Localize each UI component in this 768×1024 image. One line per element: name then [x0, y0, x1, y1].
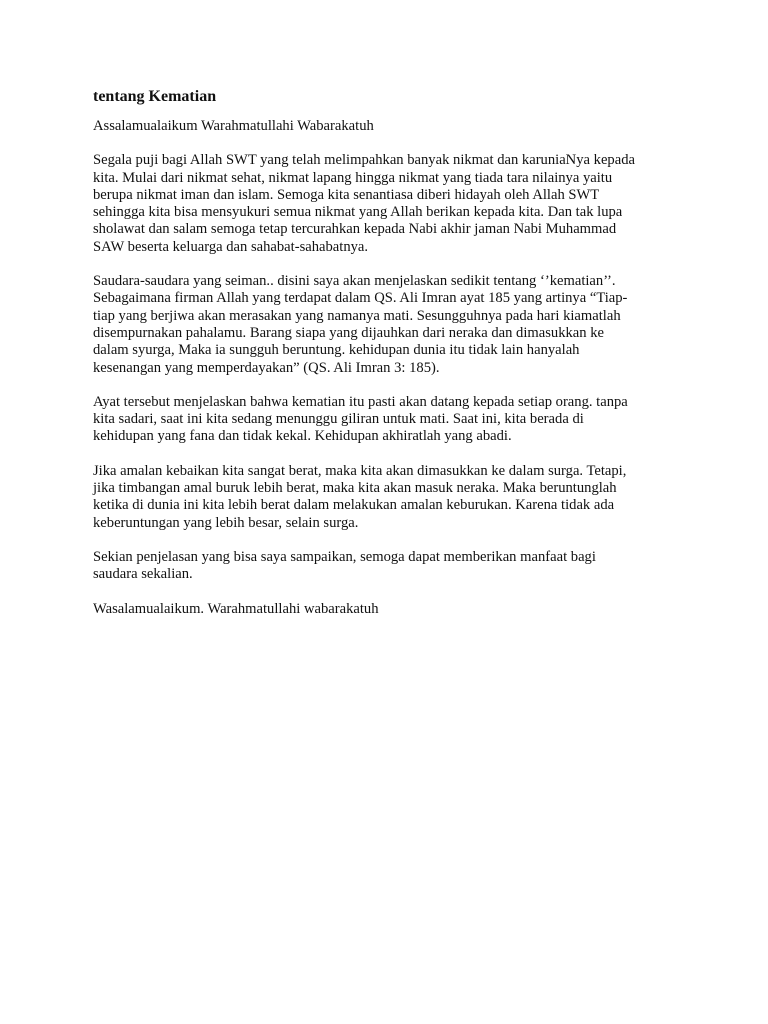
- text-line: ketika di dunia ini kita lebih berat dalam melakukan amalan keburukan. Karena tidak ada: [93, 497, 615, 514]
- text-line: keberuntungan yang lebih besar, selain surga.: [93, 514, 359, 531]
- paragraph-deeds: [93, 463, 683, 532]
- text-line: kita. Mulai dari nikmat sehat, nikmat lapang hingga nikmat yang tiada tara nilainya yaitu: [93, 169, 613, 186]
- paragraph-farewell: [93, 601, 683, 618]
- paragraph-opening: [93, 152, 683, 256]
- text-line: Segala puji bagi Allah SWT yang telah melimpahkan banyak nikmat dan karuniaNya kepada: [93, 152, 635, 169]
- text-line: disempurnakan pahalamu. Barang siapa yang dijauhkan dari neraka dan dimasukkan ke: [93, 324, 605, 341]
- paragraph-closing: [93, 549, 683, 584]
- text-line: kita sadari, saat ini kita sedang menunggu giliran untuk mati. Saat ini, kita berada di: [93, 411, 584, 428]
- text-line: kehidupan yang fana dan tidak kekal. Kehidupan akhiratlah yang abadi.: [93, 428, 512, 445]
- text-line: sehingga kita bisa mensyukuri semua nikmat yang Allah berikan kepada kita. Dan tak lupa: [93, 204, 623, 221]
- text-line: sholawat dan salam semoga tetap tercurahkan kepada Nabi akhir jaman Nabi Muhammad: [93, 221, 617, 238]
- document-title: tentang Kematian: [93, 88, 217, 105]
- paragraph-verse: [93, 273, 683, 377]
- text-line: Jika amalan kebaikan kita sangat berat, maka kita akan dimasukkan ke dalam surga. Tetapi,: [93, 462, 627, 479]
- text-line: Saudara-saudara yang seiman.. disini saya akan menjelaskan sedikit tentang ‘’kematian’’.: [93, 273, 616, 290]
- text-line: tiap yang berjiwa akan merasakan yang namanya mati. Sesungguhnya pada hari kiamatlah: [93, 307, 621, 324]
- text-line: berupa nikmat iman dan islam. Semoga kita senantiasa diberi hidayah oleh Allah SWT: [93, 186, 600, 203]
- text-line: Sekian penjelasan yang bisa saya sampaikan, semoga dapat memberikan manfaat bagi: [93, 548, 596, 565]
- text-line: SAW beserta keluarga dan sahabat-sahabatnya.: [93, 238, 369, 255]
- text-line: Sebagaimana firman Allah yang terdapat dalam QS. Ali Imran ayat 185 yang artinya “Tiap-: [93, 290, 628, 307]
- text-line: saudara sekalian.: [93, 566, 193, 583]
- text-line: dalam syurga, Maka ia sungguh beruntung. kehidupan dunia itu tidak lain hanyalah: [93, 342, 580, 359]
- text-line: Wasalamualaikum. Warahmatullahi wabarakatuh: [93, 600, 379, 617]
- text-line: Ayat tersebut menjelaskan bahwa kematian itu pasti akan datang kepada setiap orang. tanpa: [93, 393, 628, 410]
- document-page: [93, 88, 683, 635]
- paragraph-greeting: [93, 118, 683, 135]
- text-line: Assalamualaikum Warahmatullahi Wabarakatuh: [93, 118, 374, 134]
- text-line: kesenangan yang memperdayakan” (QS. Ali Imran 3: 185).: [93, 359, 440, 376]
- paragraph-explanation: [93, 394, 683, 446]
- text-line: jika timbangan amal buruk lebih berat, maka kita akan masuk neraka. Maka beruntunglah: [93, 480, 617, 497]
